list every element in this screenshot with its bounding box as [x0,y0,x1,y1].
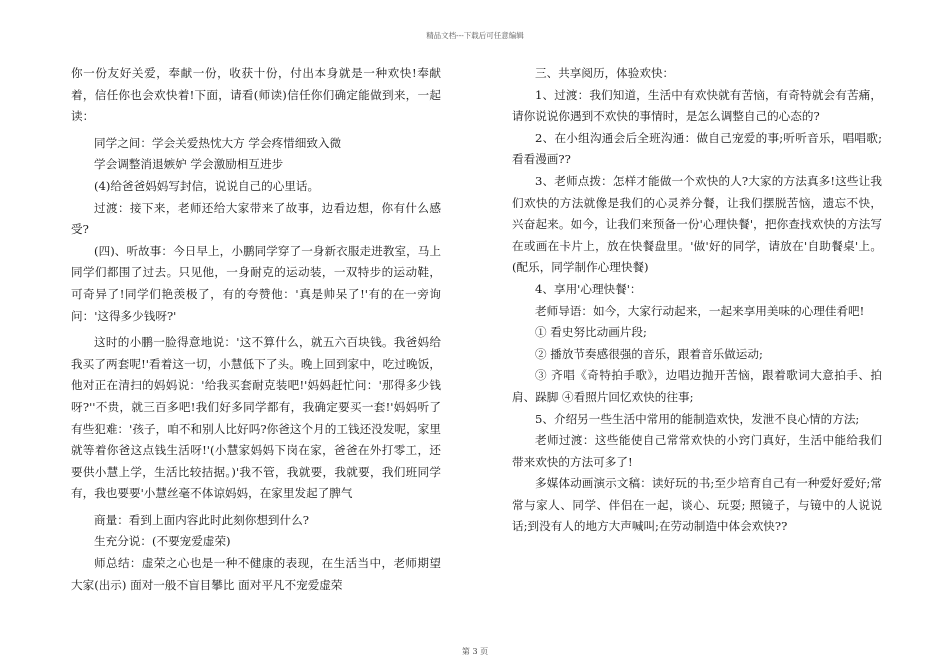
paragraph: 老师过渡：这些能使自己常常欢快的小窍门真好，生活中能给我们带来欢快的方法可多了! [512,433,882,469]
paragraph: 学会调整消退嫉妒 学会激励相互进步 [94,157,284,172]
paragraph: 你一份友好关爱，奉献一份，收获十份，付出本身就是一种欢快!奉献着，信任你也会欢快着!下面，请看(师读)信任你们确定能做到来，一起读： [71,66,441,124]
left-column [71,63,441,596]
paragraph: 商量：看到上面内容此时此刻你想到什么? [94,512,309,527]
paragraph: ② 播放节奏感很强的音乐，跟着音乐做运动; [535,346,763,361]
paragraph: 老师导语：如今，大家行动起来，一起来享用美味的心理佳肴吧! [535,303,865,318]
paragraph: (4)给爸爸妈妈写封信，说说自己的心里话。 [94,178,320,193]
right-column [512,63,882,538]
paragraph: 师总结：虚荣之心也是一种不健康的表现，在生活当中，老师期望大家(出示) 面对一般不盲目攀比 面对平凡不宠爱虚荣 [71,556,441,592]
paragraph: 4、享用'心理快餐'： [535,281,642,296]
paragraph: 1、过渡：我们知道，生活中有欢快就有苦恼，有奇特就会有苦痛，请你说说你遇到不欢快的事情时，是怎么调整自己的心态的? [512,87,882,124]
paragraph: 这时的小鹏一脸得意地说：'这不算什么，就五六百块钱。我爸妈给我买了两套呢!'看着这一切，小慧低下了头。晚上回到家中，吃过晚饭，他对正在清扫的妈妈说：'给我买套耐克装吧!'妈妈赶忙问：'那得多少钱呀?''不贵，就三百多吧!我们好多同学都有，我确定要买一套!'妈妈听了有些犯难：'孩子，咱不和别人比好吗?你爸这个月的工钱还没发呢，家里就等着你爸这点钱生活呀!'(小慧家妈妈下岗在家，爸爸在外打零工，还要供小慧上学，生活比较拮据。)'我不管，我就要，我就要，我们班同学有，我也要要'小慧丝毫不体谅妈妈，在家里发起了脾气 [71,335,441,501]
paragraph: 2、在小组沟通会后全班沟通：做自己宠爱的事;听听音乐，唱唱歌;看看漫画?? [512,130,882,167]
paragraph: 5、介绍另一些生活中常用的能制造欢快，发泄不良心情的方法; [535,411,860,426]
paragraph: 三、共享阅历，体验欢快： [535,66,675,80]
paragraph: ③ 齐唱《奇特拍手歌》，边唱边抛开苦恼，跟着歌词大意拍手、拍肩、跺脚 ④看照片回忆欢快的往事; [512,368,882,404]
paragraph: 3、老师点拨：怎样才能做一个欢快的人?大家的方法真多!这些让我们欢快的方法就像是我们的心灵养分餐，让我们摆脱苦恼，遗忘不快，兴奋起来。如今，让我们来预备一份'心理快餐'，把你查找欢快的方法写在或画在卡片上，放在快餐盘里。'做'好的同学，请放在'自助餐桌'上。(配乐，同学制作心理快餐) [512,173,882,275]
paragraph: ① 看史努比动画片段; [535,325,647,340]
page-header: 精品文档---下载后可任意编辑 [426,31,524,40]
paragraph: 同学之间：学会关爱热忱大方 学会疼惜细致入微 [94,135,342,150]
page-number: 第 3 页 [461,647,489,656]
paragraph: (四)、听故事：今日早上，小鹏同学穿了一身新衣服走进教室，马上同学们都围了过去。只见他，一身耐克的运动装，一双特步的运动鞋，可奇异了!同学们艳羡极了，有的夸赞他：'真是帅呆了!'有的在一旁询问：'这得多少钱呀?' [71,243,441,323]
paragraph: 生充分说：(不要宠爱虚荣) [94,534,231,549]
paragraph: 多媒体动画演示文稿：读好玩的书;至少培育自己有一种爱好爱好;常常与家人、同学、伴侣在一起，谈心、玩耍; 照镜子，与镜中的人说说话;到没有人的地方大声喊叫;在劳动制造中体会欢快?? [512,476,882,534]
paragraph: 过渡：接下来，老师还给大家带来了故事，边看边想，你有什么感受? [71,200,441,237]
